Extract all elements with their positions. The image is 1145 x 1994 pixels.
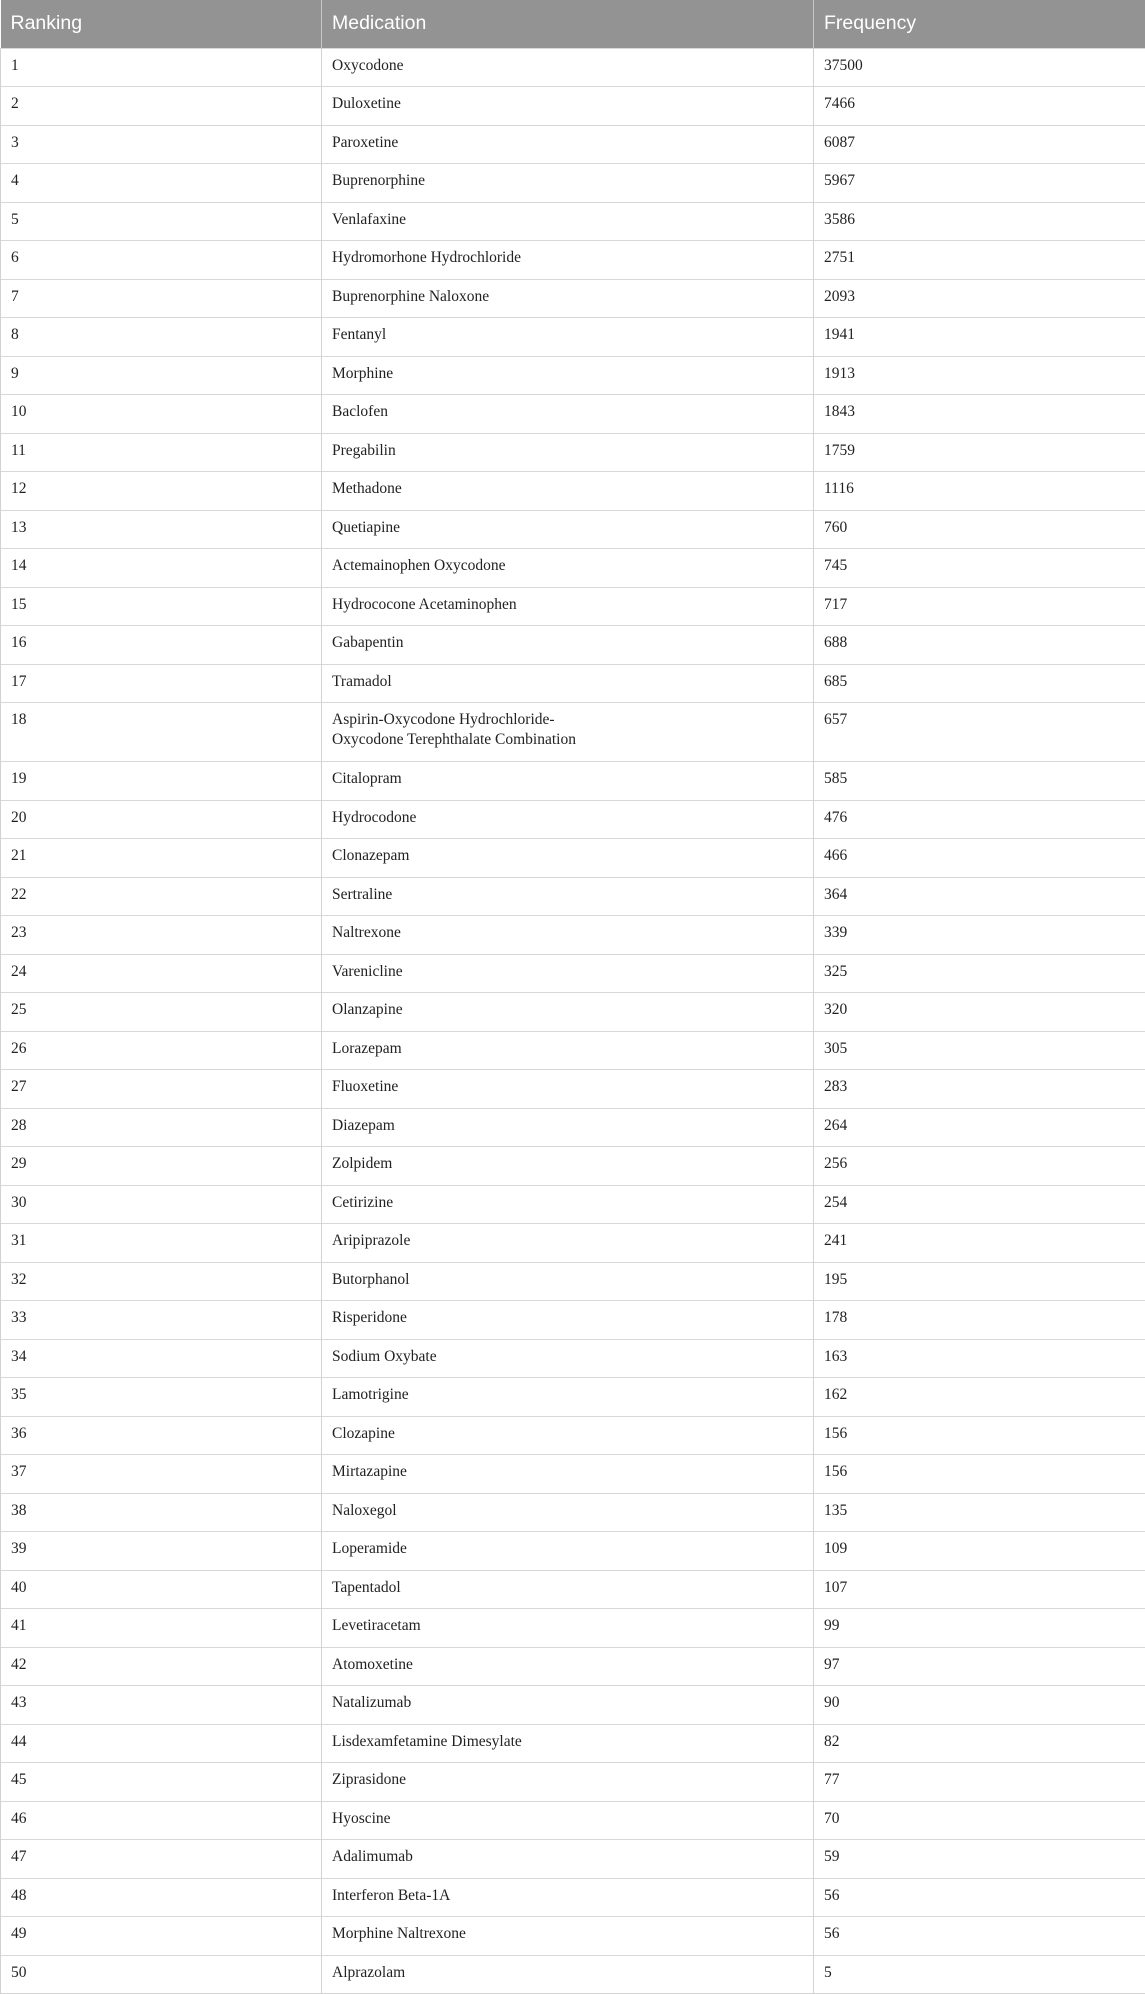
medication-cell (322, 877, 814, 916)
medication-cell (322, 549, 814, 588)
medication-name: Duloxetine (332, 95, 401, 112)
medication-cell (322, 202, 814, 241)
table-row (1, 587, 1145, 626)
rank-cell: 12 (1, 472, 322, 511)
medication-name: Morphine (332, 364, 394, 382)
rank-cell: 47 (1, 1840, 322, 1879)
table-row (1, 1570, 1145, 1609)
rank-cell: 26 (1, 1031, 322, 1070)
rank-cell: 20 (1, 800, 322, 839)
rank-cell: 15 (1, 587, 322, 626)
rank-cell: 19 (1, 762, 322, 801)
table-row (1, 800, 1145, 839)
table-row (1, 839, 1145, 878)
rank-cell: 21 (1, 839, 322, 878)
table-row (1, 1108, 1145, 1147)
medication-cell (322, 395, 814, 434)
rank-cell: 24 (1, 954, 322, 993)
medication-name: Hyoscine (332, 1809, 391, 1827)
medication-cell (322, 87, 814, 126)
medication-name: Citalopram (332, 770, 402, 787)
medication-name: Cetirizine (332, 1193, 394, 1211)
table-row (1, 1955, 1145, 1994)
medication-name: Actemainophen Oxycodone (332, 557, 506, 574)
rank-cell: 9 (1, 356, 322, 395)
rank-cell: 36 (1, 1416, 322, 1455)
medication-name: Oxycodone (332, 56, 404, 74)
rank-cell: 31 (1, 1224, 322, 1263)
medication-cell (322, 916, 814, 955)
table-row (1, 1763, 1145, 1802)
rank-cell: 25 (1, 993, 322, 1032)
medication-name: Ziprasidone (332, 1771, 407, 1788)
medication-cell (322, 1609, 814, 1648)
table-row (1, 472, 1145, 511)
rank-cell: 50 (1, 1955, 322, 1994)
medication-name: Diazepam (332, 1116, 395, 1134)
frequency-cell: 82 (814, 1724, 1145, 1763)
medication-cell (322, 1763, 814, 1802)
frequency-cell: 1913 (814, 356, 1145, 395)
medication-cell (322, 703, 814, 762)
medication-cell (322, 1108, 814, 1147)
rank-cell: 6 (1, 241, 322, 280)
frequency-cell: 77 (814, 1763, 1145, 1802)
frequency-cell: 56 (814, 1917, 1145, 1956)
medication-cell (322, 1493, 814, 1532)
rank-cell: 7 (1, 279, 322, 318)
frequency-cell: 135 (814, 1493, 1145, 1532)
medication-cell (322, 1378, 814, 1417)
table-row (1, 1339, 1145, 1378)
medication-cell (322, 1031, 814, 1070)
medication-name: Methadone (332, 480, 402, 497)
frequency-cell: 6087 (814, 125, 1145, 164)
rank-cell: 41 (1, 1609, 322, 1648)
medication-name: Aripiprazole (332, 1232, 411, 1249)
medication-cell (322, 510, 814, 549)
medication-cell (322, 1647, 814, 1686)
table-row (1, 1532, 1145, 1571)
table-row (1, 877, 1145, 916)
rank-cell: 42 (1, 1647, 322, 1686)
table-row (1, 1840, 1145, 1879)
table-row (1, 664, 1145, 703)
medication-cell (322, 1840, 814, 1879)
table-row (1, 1416, 1145, 1455)
rank-cell: 14 (1, 549, 322, 588)
medication-name: Gabapentin (332, 634, 404, 651)
frequency-cell: 657 (814, 703, 1145, 762)
medication-name: Lamotrigine (332, 1386, 409, 1403)
table-row (1, 1301, 1145, 1340)
frequency-cell: 685 (814, 664, 1145, 703)
medication-name: Morphine Naltrexone (332, 1925, 466, 1942)
medication-name: Varenicline (332, 962, 403, 980)
frequency-cell: 1759 (814, 433, 1145, 472)
medication-name: Tapentadol (332, 1578, 401, 1596)
rank-cell: 44 (1, 1724, 322, 1763)
medication-name: Quetiapine (332, 518, 401, 536)
medication-name: Sodium Oxybate (332, 1347, 437, 1365)
rank-cell: 37 (1, 1455, 322, 1494)
frequency-cell: 5 (814, 1955, 1145, 1994)
frequency-cell: 254 (814, 1185, 1145, 1224)
table-row (1, 916, 1145, 955)
medication-name: Aspirin-Oxycodone Hydrochloride- (332, 711, 555, 728)
frequency-cell: 320 (814, 993, 1145, 1032)
frequency-cell: 59 (814, 1840, 1145, 1879)
table-row (1, 993, 1145, 1032)
table-row (1, 1031, 1145, 1070)
rank-cell: 46 (1, 1801, 322, 1840)
medication-name: Loperamide (332, 1540, 407, 1557)
frequency-cell: 364 (814, 877, 1145, 916)
medication-cell (322, 839, 814, 878)
medication-cell (322, 1917, 814, 1956)
table-row (1, 202, 1145, 241)
frequency-cell: 178 (814, 1301, 1145, 1340)
medication-cell (322, 356, 814, 395)
table-row (1, 510, 1145, 549)
table-row (1, 318, 1145, 357)
medication-name: Clonazepam (332, 847, 410, 864)
medication-cell (322, 664, 814, 703)
table-row (1, 1647, 1145, 1686)
medication-name: Zolpidem (332, 1155, 393, 1172)
rank-cell: 4 (1, 164, 322, 203)
medication-cell (322, 993, 814, 1032)
frequency-cell: 56 (814, 1878, 1145, 1917)
frequency-cell: 195 (814, 1262, 1145, 1301)
rank-cell: 40 (1, 1570, 322, 1609)
table-row (1, 1609, 1145, 1648)
medication-name: Atomoxetine (332, 1655, 413, 1673)
medication-name: Risperidone (332, 1309, 407, 1326)
medication-cell (322, 1070, 814, 1109)
medication-name: Natalizumab (332, 1694, 412, 1711)
frequency-cell: 688 (814, 626, 1145, 665)
frequency-cell: 7466 (814, 87, 1145, 126)
frequency-cell: 156 (814, 1416, 1145, 1455)
medication-cell (322, 762, 814, 801)
table-row (1, 762, 1145, 801)
table-row (1, 356, 1145, 395)
frequency-cell: 241 (814, 1224, 1145, 1263)
table-row (1, 1455, 1145, 1494)
frequency-cell: 283 (814, 1070, 1145, 1109)
medication-name: Sertraline (332, 885, 393, 903)
frequency-cell: 305 (814, 1031, 1145, 1070)
frequency-cell: 2093 (814, 279, 1145, 318)
medication-cell (322, 48, 814, 87)
medication-cell (322, 587, 814, 626)
table-row (1, 164, 1145, 203)
medication-name: Levetiracetam (332, 1617, 421, 1634)
medication-name: Fluoxetine (332, 1078, 399, 1095)
table-row (1, 1724, 1145, 1763)
frequency-cell: 162 (814, 1378, 1145, 1417)
medication-name: Clozapine (332, 1424, 395, 1442)
table-row (1, 1224, 1145, 1263)
table-row (1, 87, 1145, 126)
medication-name: Lisdexamfetamine Dimesylate (332, 1732, 522, 1750)
frequency-cell: 466 (814, 839, 1145, 878)
medication-cell (322, 1262, 814, 1301)
rank-cell: 3 (1, 125, 322, 164)
frequency-cell: 745 (814, 549, 1145, 588)
rank-cell: 8 (1, 318, 322, 357)
medication-name: Mirtazapine (332, 1463, 407, 1480)
medication-cell (322, 1532, 814, 1571)
medication-cell (322, 1570, 814, 1609)
medication-cell (322, 472, 814, 511)
rank-cell: 2 (1, 87, 322, 126)
table-row (1, 241, 1145, 280)
rank-cell: 27 (1, 1070, 322, 1109)
table-row (1, 1878, 1145, 1917)
medication-cell (322, 626, 814, 665)
medication-cell (322, 1955, 814, 1994)
frequency-cell: 1116 (814, 472, 1145, 511)
medication-cell (322, 164, 814, 203)
table-row (1, 1070, 1145, 1109)
frequency-cell: 264 (814, 1108, 1145, 1147)
table-row (1, 1262, 1145, 1301)
rank-cell: 11 (1, 433, 322, 472)
rank-cell: 34 (1, 1339, 322, 1378)
medication-name: Hydrocodone (332, 808, 417, 826)
medication-name: Venlafaxine (332, 210, 407, 228)
medication-cell (322, 1801, 814, 1840)
medication-cell (322, 1224, 814, 1263)
rank-cell: 32 (1, 1262, 322, 1301)
medication-name: Naloxegol (332, 1501, 397, 1519)
table-row (1, 1917, 1145, 1956)
medication-cell (322, 954, 814, 993)
table-row (1, 703, 1145, 762)
table-row (1, 125, 1145, 164)
frequency-cell: 717 (814, 587, 1145, 626)
frequency-cell: 476 (814, 800, 1145, 839)
rank-cell: 39 (1, 1532, 322, 1571)
medication-name: Hydromorhone Hydrochloride (332, 249, 521, 266)
medication-cell (322, 800, 814, 839)
frequency-cell: 70 (814, 1801, 1145, 1840)
frequency-cell: 256 (814, 1147, 1145, 1186)
medication-name: Butorphanol (332, 1270, 410, 1288)
medication-name-line2: Oxycodone Terephthalate Combination (332, 731, 576, 748)
medication-name: Olanzapine (332, 1001, 403, 1018)
medication-cell (322, 1878, 814, 1917)
header-ranking: Ranking (1, 0, 322, 48)
medication-name: Baclofen (332, 403, 388, 420)
table-row (1, 433, 1145, 472)
table-row (1, 1147, 1145, 1186)
rank-cell: 23 (1, 916, 322, 955)
medication-name: Buprenorphine Naloxone (332, 287, 490, 305)
medication-cell (322, 1416, 814, 1455)
medication-cell (322, 1686, 814, 1725)
frequency-cell: 37500 (814, 48, 1145, 87)
medication-cell (322, 1147, 814, 1186)
rank-cell: 28 (1, 1108, 322, 1147)
rank-cell: 13 (1, 510, 322, 549)
table-body (1, 48, 1145, 1994)
medication-cell (322, 125, 814, 164)
medication-cell (322, 433, 814, 472)
table-row (1, 549, 1145, 588)
table-row (1, 48, 1145, 87)
table-row (1, 1185, 1145, 1224)
frequency-cell: 585 (814, 762, 1145, 801)
medication-name: Tramadol (332, 672, 392, 690)
rank-cell: 49 (1, 1917, 322, 1956)
frequency-cell: 99 (814, 1609, 1145, 1648)
rank-cell: 33 (1, 1301, 322, 1340)
medication-cell (322, 1301, 814, 1340)
rank-cell: 17 (1, 664, 322, 703)
frequency-cell: 1941 (814, 318, 1145, 357)
table-row (1, 1686, 1145, 1725)
rank-cell: 38 (1, 1493, 322, 1532)
table-row (1, 626, 1145, 665)
medication-cell (322, 1455, 814, 1494)
table-header (1, 0, 1145, 48)
frequency-cell: 107 (814, 1570, 1145, 1609)
medication-cell (322, 318, 814, 357)
frequency-cell: 97 (814, 1647, 1145, 1686)
frequency-cell: 325 (814, 954, 1145, 993)
medication-name: Paroxetine (332, 133, 399, 151)
frequency-cell: 163 (814, 1339, 1145, 1378)
frequency-cell: 156 (814, 1455, 1145, 1494)
table-row (1, 1378, 1145, 1417)
rank-cell: 16 (1, 626, 322, 665)
table-row (1, 279, 1145, 318)
medication-cell (322, 241, 814, 280)
rank-cell: 22 (1, 877, 322, 916)
rank-cell: 29 (1, 1147, 322, 1186)
medication-cell (322, 279, 814, 318)
medication-name: Buprenorphine (332, 172, 425, 189)
rank-cell: 5 (1, 202, 322, 241)
rank-cell: 35 (1, 1378, 322, 1417)
frequency-cell: 1843 (814, 395, 1145, 434)
medication-name: Fentanyl (332, 326, 387, 343)
frequency-cell: 760 (814, 510, 1145, 549)
frequency-cell: 2751 (814, 241, 1145, 280)
header-frequency: Frequency (814, 0, 1145, 48)
medication-name: Hydrococone Acetaminophen (332, 595, 517, 613)
medication-name: Naltrexone (332, 924, 401, 941)
table-row (1, 1801, 1145, 1840)
table-row (1, 1493, 1145, 1532)
table-row (1, 395, 1145, 434)
frequency-cell: 109 (814, 1532, 1145, 1571)
rank-cell: 45 (1, 1763, 322, 1802)
rank-cell: 30 (1, 1185, 322, 1224)
medication-name: Pregabilin (332, 441, 396, 459)
medication-name: Alprazolam (332, 1963, 406, 1981)
table-row (1, 954, 1145, 993)
rank-cell: 43 (1, 1686, 322, 1725)
rank-cell: 48 (1, 1878, 322, 1917)
medication-cell (322, 1185, 814, 1224)
frequency-cell: 5967 (814, 164, 1145, 203)
header-medication: Medication (322, 0, 814, 48)
medication-name: Lorazepam (332, 1039, 402, 1057)
frequency-cell: 3586 (814, 202, 1145, 241)
frequency-cell: 339 (814, 916, 1145, 955)
rank-cell: 1 (1, 48, 322, 87)
medication-cell (322, 1339, 814, 1378)
medication-name: Interferon Beta-1A (332, 1886, 451, 1904)
medication-name: Adalimumab (332, 1848, 413, 1865)
header-row (1, 0, 1145, 48)
frequency-cell: 90 (814, 1686, 1145, 1725)
rank-cell: 18 (1, 703, 322, 762)
medication-cell (322, 1724, 814, 1763)
rank-cell: 10 (1, 395, 322, 434)
